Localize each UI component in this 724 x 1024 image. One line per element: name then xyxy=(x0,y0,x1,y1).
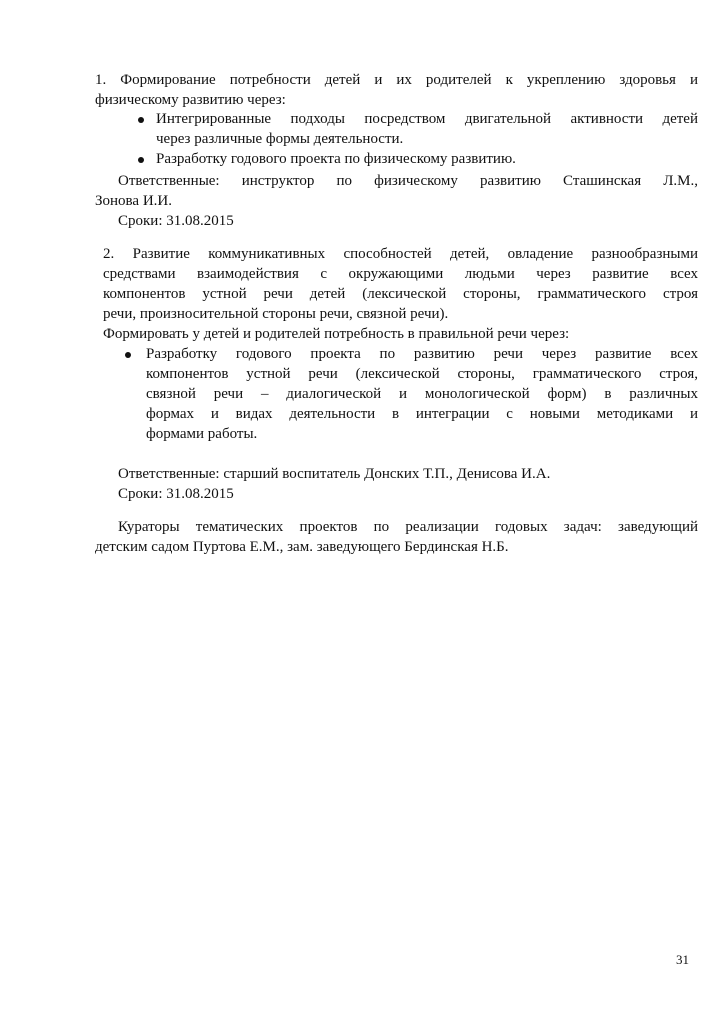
section2-bullet1-line-2: компонентов устной речи (лексической стороны, грамматического строя, xyxy=(146,366,698,382)
section2-intro-line-4: речи, произносительной стороны речи, связной речи). xyxy=(103,306,449,322)
section1-bullet1-line-1: Интегрированные подходы посредством двигательной активности детей xyxy=(156,111,698,127)
section2-intro-line-2: средствами взаимодействия с окружающими людьми через развитие всех xyxy=(103,266,698,282)
section1-intro-line-1: 1. Формирование потребности детей и их родителей к укреплению здоровья и xyxy=(95,72,698,88)
section1-responsible-line-2: Зонова И.И. xyxy=(95,193,172,209)
section2-bullet1-line-1: Разработку годового проекта по развитию речи через развитие всех xyxy=(146,346,698,362)
section1-intro-line-2: физическому развитию через: xyxy=(95,92,286,108)
curators-line-1: Кураторы тематических проектов по реализации годовых задач: заведующий xyxy=(118,519,698,535)
section2-bullet1-line-3: связной речи – диалогической и монологической форм) в различных xyxy=(146,386,698,402)
section1-bullet2-line-1: Разработку годового проекта по физическому развитию. xyxy=(156,151,516,167)
section1-bullet1-line-2: через различные формы деятельности. xyxy=(156,131,404,147)
section2-bullet1-line-5: формами работы. xyxy=(146,426,258,442)
section2-responsible: Ответственные: старший воспитатель Донских Т.П., Денисова И.А. xyxy=(118,466,551,482)
section2-bullet1-line-4: формах и видах деятельности в интеграции с новыми методиками и xyxy=(146,406,698,422)
section2-deadline: Сроки: 31.08.2015 xyxy=(118,486,234,502)
section2-intro-line-1: 2. Развитие коммуникативных способностей детей, овладение разнообразными xyxy=(103,246,698,262)
section1-deadline: Сроки: 31.08.2015 xyxy=(118,213,234,229)
bullet-icon xyxy=(138,117,144,123)
section1-responsible-line-1: Ответственные: инструктор по физическому развитию Сташинская Л.М., xyxy=(118,173,698,189)
section2-intro-line-3: компонентов устной речи детей (лексической стороны, грамматического строя xyxy=(103,286,698,302)
bullet-icon xyxy=(138,157,144,163)
curators-line-2: детским садом Пуртова Е.М., зам. заведующего Бердинская Н.Б. xyxy=(95,539,509,555)
bullet-icon xyxy=(125,352,131,358)
section2-form-line: Формировать у детей и родителей потребность в правильной речи через: xyxy=(103,326,570,342)
page-number: 31 xyxy=(676,952,689,967)
